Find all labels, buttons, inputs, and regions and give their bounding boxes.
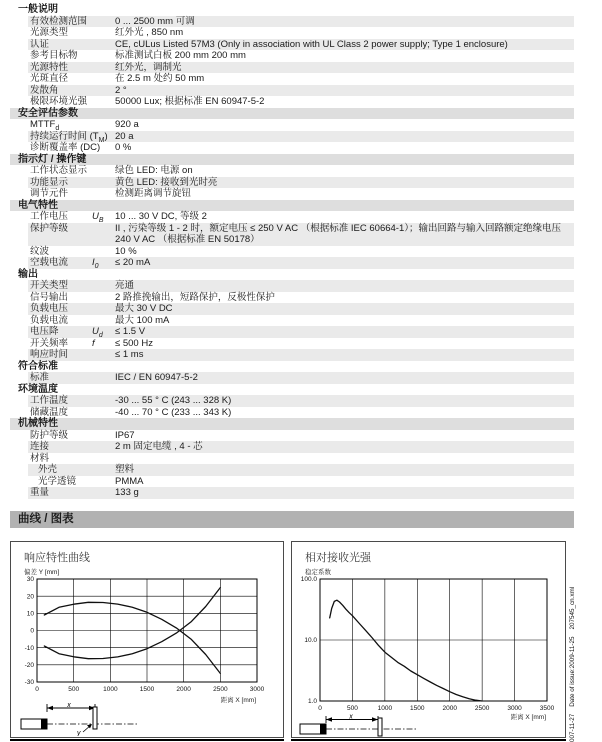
spec-value: CE, cULus Listed 57M3 (Only in association with UL Class 2 power supply; Type 1 enclosure) <box>115 38 508 50</box>
spec-label: 储藏温度 <box>30 406 69 418</box>
spec-label: 极限环境光强 <box>30 96 88 107</box>
spec-value: 最大 30 V DC <box>115 303 173 314</box>
target-plate-icon <box>93 707 97 729</box>
spec-row <box>28 349 574 361</box>
spec-symbol <box>92 50 115 62</box>
x-tick-label: 1500 <box>139 686 155 693</box>
spec-label: 材料 <box>30 452 50 464</box>
spec-row <box>28 96 574 108</box>
footer-vertical-text: 007-11-27 Date of issue:2009-11-25 207545_cn.xml <box>569 586 576 742</box>
spec-row <box>28 487 574 499</box>
spec-value: 红外光，调制光 <box>115 61 182 73</box>
spec-row <box>28 407 574 419</box>
section-header <box>10 418 574 430</box>
x-tick-label: 0 <box>318 705 322 712</box>
spec-label: 开关类型 <box>30 280 69 291</box>
spec-row <box>28 85 574 97</box>
spec-row <box>28 211 574 223</box>
y-tick-label: 10 <box>26 610 34 618</box>
spec-symbol <box>92 27 115 39</box>
section-header <box>10 384 574 396</box>
spec-value: 133 g <box>115 487 139 498</box>
spec-value: -40 ... 70 ° C (233 ... 343 K) <box>115 406 232 418</box>
target-plate-icon <box>378 718 382 736</box>
spec-label: 空载电流 <box>30 257 69 268</box>
spec-value: 红外光 , 850 nm <box>115 27 184 38</box>
x-tick-label: 3000 <box>249 686 265 693</box>
x-tick-label: 2000 <box>176 686 191 693</box>
y-tick-label: 10.0 <box>304 637 317 645</box>
spec-symbol <box>92 476 115 488</box>
section-title: 指示灯 / 操作键 <box>18 153 87 165</box>
x-tick-label: 3500 <box>539 705 555 712</box>
spec-symbol: $U_d$ <box>92 326 103 339</box>
spec-value: ≤ 1 ms <box>115 349 144 360</box>
spec-symbol: $U_B$ <box>92 211 104 224</box>
spec-symbol <box>92 142 115 154</box>
spec-label: $MTTF_d$ <box>30 119 60 132</box>
spec-row <box>28 246 574 258</box>
spec-label: 光斑直径 <box>30 73 69 84</box>
x-axis-label-left: 距离 X [mm] <box>220 697 256 704</box>
x-tick-label: 1000 <box>103 686 118 693</box>
section-header <box>10 361 574 373</box>
spec-label: 负载电压 <box>30 303 69 314</box>
beam-geometry-diagram-left <box>19 702 151 736</box>
spec-label: 工作电压 <box>30 211 69 222</box>
spec-symbol <box>92 303 115 315</box>
section-title: 电气特性 <box>18 199 58 211</box>
section-title: 一般说明 <box>18 4 58 15</box>
spec-label: 负载电流 <box>30 314 69 326</box>
sensor-lens-icon <box>320 724 326 734</box>
x-tick-label: 2000 <box>442 705 457 712</box>
spec-symbol <box>92 119 115 131</box>
section-header <box>10 154 574 166</box>
spec-row <box>28 27 574 39</box>
y-tick-label: 100.0 <box>300 576 317 584</box>
spec-symbol <box>92 292 115 304</box>
spec-symbol <box>92 246 115 258</box>
spec-label: 工作温度 <box>30 395 69 406</box>
spec-value: ≤ 1.5 V <box>115 326 146 337</box>
spec-value: 塑料 <box>115 464 135 475</box>
spec-symbol <box>92 441 115 453</box>
spec-symbol <box>92 223 115 246</box>
spec-label: 参考目标物 <box>30 50 78 61</box>
spec-row <box>28 338 574 350</box>
spec-value: 最大 100 mA <box>115 314 170 326</box>
spec-symbol <box>92 430 115 442</box>
technical-data-table <box>10 4 574 499</box>
spec-label: 电压降 <box>30 326 59 337</box>
y-tick-label: 0 <box>30 627 34 635</box>
spec-label: 工作状态显示 <box>30 165 88 176</box>
received-light-panel <box>291 541 566 738</box>
spec-row <box>28 453 574 465</box>
spec-label: 连接 <box>30 441 50 452</box>
spec-row <box>28 165 574 177</box>
data-curve-upper-deviation-limit <box>44 602 220 673</box>
section-header <box>10 108 574 120</box>
spec-value: 黄色 LED: 接收到光时亮 <box>115 176 218 188</box>
spec-label: 光学透镜 <box>38 475 77 487</box>
spec-symbol <box>92 177 115 189</box>
x-tick-label: 1000 <box>377 705 393 712</box>
spec-value: 50000 Lux; 根据标准 EN 60947-5-2 <box>115 96 265 107</box>
section-header <box>10 4 574 16</box>
bottom-rule-left <box>10 739 284 741</box>
spec-row <box>28 280 574 292</box>
spec-label: 光源特性 <box>30 61 69 73</box>
spec-symbol <box>92 16 115 28</box>
spec-row <box>28 441 574 453</box>
y-tick-label: 1.0 <box>307 698 317 706</box>
section-title: 输出 <box>18 268 38 280</box>
spec-row <box>28 142 574 154</box>
spec-value: II , 污染等级 1 - 2 时，额定电压 ≤ 250 V AC （根据标准 IEC 60664-1）；输出回路与输入回路额定绝缘电压 240 V AC （根据标准 EN 50178） <box>115 222 561 245</box>
spec-symbol <box>92 395 115 407</box>
spec-value: 标准测试白板 200 mm 200 mm <box>115 50 246 61</box>
spec-label: 持续运行时间 $(T_M)$ <box>30 130 108 144</box>
spec-value: 2 ° <box>115 84 127 96</box>
y-tick-label: -20 <box>24 662 34 670</box>
section-title: 符合标准 <box>18 360 58 372</box>
spec-label: 有效检测范围 <box>30 15 88 27</box>
spec-label: 信号输出 <box>30 291 69 303</box>
x-tick-label: 2500 <box>213 686 228 693</box>
spec-symbol <box>92 96 115 108</box>
spec-value: 亮通 <box>115 280 135 291</box>
y-dimension-label: y <box>77 730 81 736</box>
spec-row <box>28 39 574 51</box>
spec-value: 20 a <box>115 130 134 142</box>
spec-symbol <box>92 349 115 361</box>
spec-value: 920 a <box>115 119 139 130</box>
spec-row <box>28 303 574 315</box>
spec-symbol <box>92 315 115 327</box>
spec-value: 在 2.5 m 处约 50 mm <box>115 73 205 84</box>
spec-symbol <box>92 39 115 51</box>
x-dimension-lines <box>47 704 95 712</box>
spec-value: IP67 <box>115 429 135 441</box>
sensor-lens-icon <box>41 719 47 729</box>
spec-value: 10 % <box>115 245 137 257</box>
spec-symbol <box>92 131 115 143</box>
x-tick-label: 500 <box>68 686 80 693</box>
spec-label: 光源类型 <box>30 27 69 38</box>
section-header <box>10 269 574 281</box>
spec-value: ≤ 500 Hz <box>115 337 153 349</box>
spec-value <box>115 453 574 465</box>
beam-geometry-diagram-right <box>298 714 430 738</box>
spec-value: IEC / EN 60947-5-2 <box>115 372 198 383</box>
spec-symbol <box>92 372 115 384</box>
spec-value: ≤ 20 mA <box>115 257 151 268</box>
spec-row <box>28 16 574 28</box>
spec-value: 2 m 固定电缆 , 4 - 芯 <box>115 441 203 452</box>
x-dimension-label: x <box>349 714 353 721</box>
spec-label: 重量 <box>30 487 50 498</box>
spec-value: PMMA <box>115 475 144 487</box>
spec-symbol <box>92 188 115 200</box>
chart-title-left: 响应特性曲线 <box>24 552 90 564</box>
spec-symbol <box>92 464 115 476</box>
y-tick-label: -30 <box>24 679 34 687</box>
spec-row <box>28 131 574 143</box>
spec-symbol <box>92 73 115 85</box>
y-tick-label: 30 <box>26 576 34 584</box>
spec-symbol <box>92 487 115 499</box>
section-title: 机械特性 <box>18 418 58 429</box>
spec-row <box>28 464 574 476</box>
spec-row <box>28 50 574 62</box>
spec-value: 0 ... 2500 mm 可调 <box>115 15 195 27</box>
spec-value: 0 % <box>115 142 132 153</box>
x-tick-label: 1500 <box>410 705 425 712</box>
x-tick-label: 2500 <box>474 705 490 712</box>
spec-row <box>28 395 574 407</box>
section-title: 安全评估参数 <box>18 107 78 119</box>
spec-symbol <box>92 165 115 177</box>
spec-symbol <box>92 407 115 419</box>
spec-row <box>28 326 574 338</box>
spec-row <box>28 73 574 85</box>
spec-value: 10 ... 30 V DC, 等级 2 <box>115 211 207 222</box>
spec-row <box>28 430 574 442</box>
chart-title-right: 相对接收光强 <box>305 552 371 564</box>
x-tick-label: 3000 <box>507 705 522 712</box>
spec-symbol: f <box>92 337 95 349</box>
y-axis-label-left: 偏差 Y [mm] <box>24 569 60 576</box>
spec-row <box>28 119 574 131</box>
spec-label: 发散角 <box>30 84 59 96</box>
spec-value: 绿色 LED: 电源 on <box>115 165 193 176</box>
spec-label: 功能显示 <box>30 176 69 188</box>
spec-label: 纹波 <box>30 245 50 257</box>
spec-value: 检测距离调节旋钮 <box>115 188 192 199</box>
spec-label: 标准 <box>30 372 50 383</box>
spec-label: 认证 <box>30 38 50 50</box>
spec-row <box>28 62 574 74</box>
spec-row <box>28 372 574 384</box>
spec-symbol <box>92 62 115 74</box>
spec-row <box>28 292 574 304</box>
spec-label: 诊断覆盖率 (DC) <box>30 142 101 153</box>
spec-symbol <box>92 280 115 292</box>
spec-symbol <box>92 453 115 465</box>
x-tick-label: 0 <box>35 686 39 693</box>
spec-label: 外壳 <box>38 464 58 475</box>
spec-label: 保护等级 <box>30 222 69 234</box>
spec-row <box>28 223 574 246</box>
response-curve-panel <box>10 541 284 738</box>
x-dimension-label: x <box>67 702 71 709</box>
spec-symbol: $I_0$ <box>92 257 99 270</box>
y-axis-label-right: 稳定系数 <box>305 569 331 576</box>
spec-row <box>28 315 574 327</box>
bottom-rule-right <box>291 739 566 741</box>
spec-label: 响应时间 <box>30 349 69 360</box>
charts-section-title: 曲线 / 图表 <box>18 513 74 525</box>
spec-row <box>28 257 574 269</box>
spec-row <box>28 188 574 200</box>
section-title: 环境温度 <box>18 383 58 395</box>
spec-label: 调节元件 <box>30 188 69 199</box>
y-tick-label: 20 <box>26 593 34 601</box>
x-tick-label: 500 <box>346 705 358 712</box>
charts-section-band <box>10 511 574 528</box>
spec-symbol <box>92 85 115 97</box>
response-curve-chart <box>12 542 284 702</box>
received-light-chart <box>293 542 566 712</box>
spec-label: 开关频率 <box>30 337 69 349</box>
spec-label: 防护等级 <box>30 429 69 441</box>
x-axis-label-right: 距离 X [mm] <box>510 714 546 721</box>
spec-row <box>28 476 574 488</box>
section-header <box>10 200 574 212</box>
spec-row <box>28 177 574 189</box>
spec-value: -30 ... 55 ° C (243 ... 328 K) <box>115 395 232 406</box>
y-tick-label: -10 <box>24 644 34 652</box>
spec-value: 2 路推挽输出，短路保护，反极性保护 <box>115 291 275 303</box>
data-curve-lower-deviation-limit <box>44 588 220 659</box>
